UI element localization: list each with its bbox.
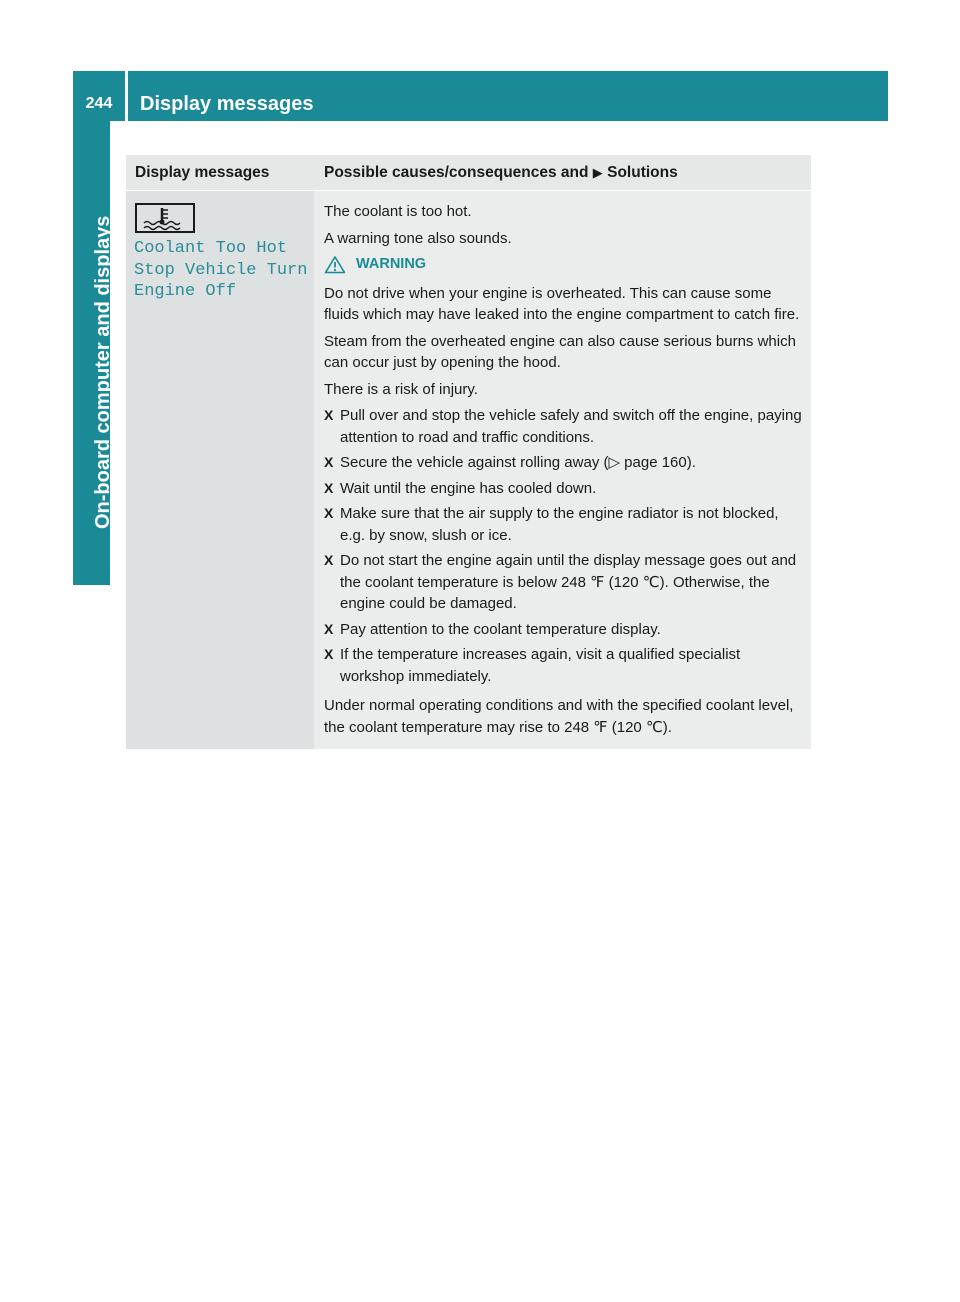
operating-note: Under normal operating conditions and with the specified coolant level, the coolant temperature may rise to 248 ℉ (120 ℃). (324, 697, 794, 736)
display-messages-table (126, 155, 811, 749)
column-header-prefix: Possible causes/consequences and (324, 164, 589, 181)
step-bullet-icon: X (324, 552, 334, 568)
step-text: Pull over and stop the vehicle safely and switch off the engine, paying attention to road and traffic conditions. (340, 407, 802, 446)
message-line: Stop Vehicle Turn (134, 260, 308, 280)
table-row (126, 190, 811, 749)
step-text: Make sure that the air supply to the engine radiator is not blocked, e.g. by snow, slush or ice. (340, 505, 779, 544)
step-bullet-icon: X (324, 407, 334, 423)
side-tab-label: On-board computer and displays (92, 215, 114, 529)
step-bullet-icon: X (324, 454, 334, 470)
page-number: 244 (85, 95, 113, 112)
step-bullet-icon: X (324, 505, 334, 521)
instruction-step (324, 478, 805, 500)
step-text: Wait until the engine has cooled down. (340, 479, 597, 497)
display-message-cell (126, 191, 314, 749)
page-title: Display messages (140, 93, 314, 115)
step-text: Secure the vehicle against rolling away (▷ page 160). (340, 454, 696, 471)
warning-label: WARNING (356, 256, 427, 272)
column-header-display-messages: Display messages (135, 164, 270, 181)
table-header-row (126, 155, 811, 190)
coolant-temperature-icon (135, 203, 195, 233)
arrow-right-icon: ▶ (592, 165, 603, 180)
column-header-solutions (314, 155, 811, 190)
column-header-suffix: Solutions (607, 164, 678, 181)
step-text: If the temperature increases again, visit a qualified specialist workshop immediately. (340, 646, 741, 685)
warning-text: Steam from the overheated engine can also cause serious burns which can occur just by opening the hood. (324, 332, 796, 371)
display-message-text (134, 238, 306, 303)
step-text: Do not start the engine again until the display message goes out and the coolant temperature is below 248 ℉ (120 ℃). Otherwise, the engine could be damaged. (340, 552, 797, 612)
step-bullet-icon: X (324, 646, 334, 662)
warning-text: There is a risk of injury. (324, 380, 478, 398)
instruction-step (324, 550, 805, 615)
instruction-step (324, 619, 805, 641)
message-line: Engine Off (134, 282, 237, 301)
step-text: Pay attention to the coolant temperature display. (340, 620, 661, 638)
step-bullet-icon: X (324, 620, 334, 637)
warning-triangle-icon (324, 255, 346, 274)
cause-text: A warning tone also sounds. (324, 229, 512, 247)
instruction-step (324, 644, 805, 687)
warning-heading (324, 254, 805, 276)
warning-text: Do not drive when your engine is overheated. This can cause some fluids which may have leaked into the engine compartment to catch fire. (324, 284, 800, 323)
cause-text: The coolant is too hot. (324, 203, 472, 220)
instruction-step (324, 452, 805, 474)
solutions-cell (314, 191, 811, 749)
message-line: Coolant Too Hot (134, 239, 288, 258)
instruction-step (324, 503, 805, 546)
step-bullet-icon: X (324, 479, 334, 496)
instruction-step (324, 405, 805, 448)
header-divider (125, 71, 128, 121)
